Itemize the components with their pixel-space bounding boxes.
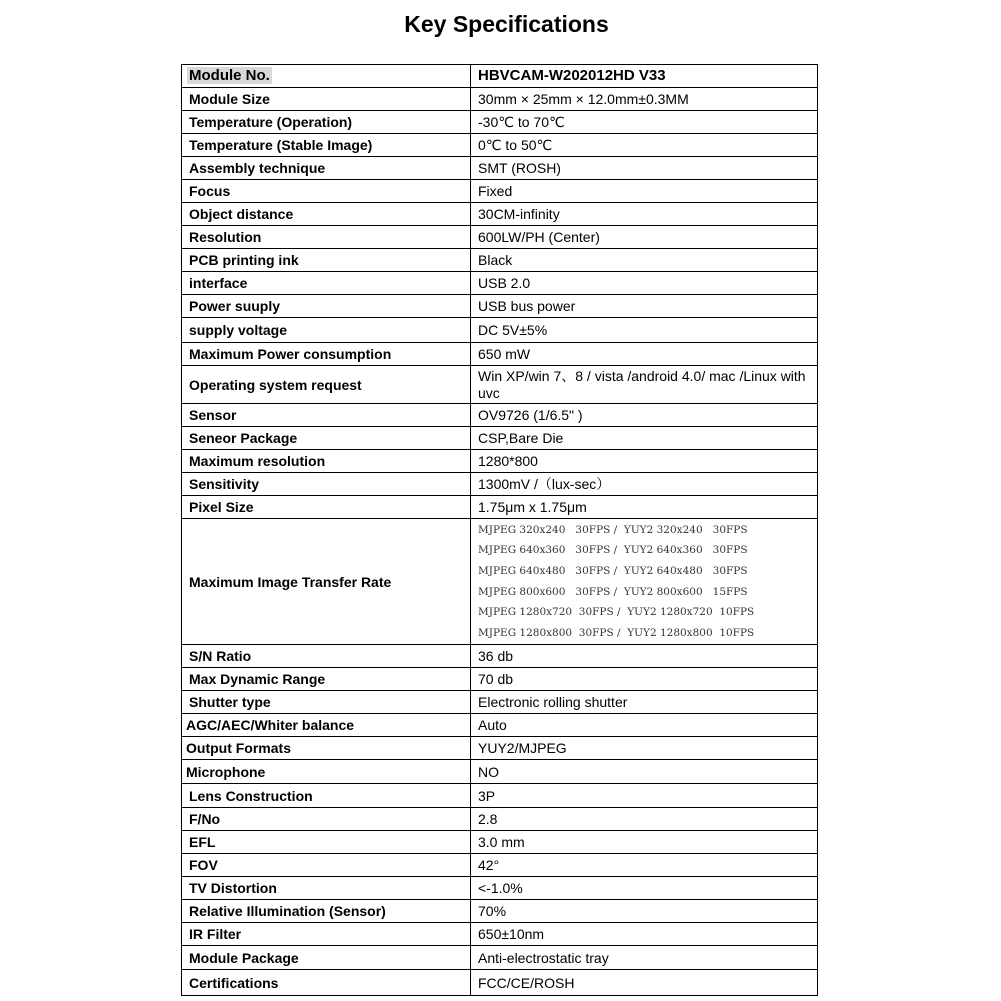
spec-row	[182, 760, 818, 784]
spec-row	[182, 970, 818, 996]
spec-value: 70 db	[471, 668, 818, 691]
transfer-rate-line: MJPEG 800x600 30FPS / YUY2 800x600 15FPS	[478, 585, 748, 598]
spec-label: Shutter type	[182, 691, 471, 714]
spec-label: AGC/AEC/Whiter balance	[182, 714, 471, 737]
spec-label-cell	[182, 65, 471, 88]
spec-value: YUY2/MJPEG	[471, 737, 818, 760]
spec-row	[182, 404, 818, 427]
spec-label: TV Distortion	[182, 877, 471, 900]
spec-value: Anti-electrostatic tray	[471, 946, 818, 970]
spec-row	[182, 854, 818, 877]
spec-value: 650±10nm	[471, 923, 818, 946]
spec-label: Module Size	[182, 88, 471, 111]
spec-label: Output Formats	[182, 737, 471, 760]
spec-value: 1.75μm x 1.75μm	[471, 496, 818, 519]
spec-row	[182, 249, 818, 272]
spec-value: Auto	[471, 714, 818, 737]
spec-label: EFL	[182, 831, 471, 854]
spec-label: Microphone	[182, 760, 471, 784]
spec-row	[182, 808, 818, 831]
spec-label: F/No	[182, 808, 471, 831]
spec-label: PCB printing ink	[182, 249, 471, 272]
spec-value: 650 mW	[471, 343, 818, 366]
spec-label: Lens Construction	[182, 784, 471, 808]
spec-label: Operating system request	[182, 366, 471, 404]
transfer-rate-line: MJPEG 640x360 30FPS / YUY2 640x360 30FPS	[478, 544, 748, 557]
spec-row	[182, 134, 818, 157]
spec-value: Fixed	[471, 180, 818, 203]
spec-value: Electronic rolling shutter	[471, 691, 818, 714]
spec-label: Sensitivity	[182, 473, 471, 496]
spec-row	[182, 88, 818, 111]
spec-label: Temperature (Stable Image)	[182, 134, 471, 157]
spec-row	[182, 831, 818, 854]
spec-row	[182, 645, 818, 668]
spec-row	[182, 157, 818, 180]
spec-row	[182, 111, 818, 134]
spec-row	[182, 519, 818, 645]
spec-label: Module Package	[182, 946, 471, 970]
page-title: Key Specifications	[404, 11, 609, 37]
spec-row	[182, 343, 818, 366]
spec-row	[182, 473, 818, 496]
spec-value: CSP,Bare Die	[471, 427, 818, 450]
transfer-rate-line: MJPEG 1280x800 30FPS / YUY2 1280x800 10FPS	[478, 626, 755, 639]
spec-value: 0℃ to 50℃	[471, 134, 818, 157]
spec-label: Module No.	[189, 67, 270, 84]
spec-row	[182, 272, 818, 295]
spec-label: Max Dynamic Range	[182, 668, 471, 691]
spec-row	[182, 691, 818, 714]
spec-row	[182, 226, 818, 249]
spec-row	[182, 318, 818, 343]
spec-label: Power suuply	[182, 295, 471, 318]
spec-value: 1300mV /（lux-sec）	[471, 473, 818, 496]
spec-label: Seneor Package	[182, 427, 471, 450]
spec-value: USB bus power	[471, 295, 818, 318]
spec-value: OV9726 (1/6.5" )	[471, 404, 818, 427]
spec-label: supply voltage	[182, 318, 471, 343]
spec-value: USB 2.0	[471, 272, 818, 295]
spec-row	[182, 668, 818, 691]
spec-value: 600LW/PH (Center)	[471, 226, 818, 249]
spec-row	[182, 877, 818, 900]
spec-value: HBVCAM-W202012HD V33	[471, 65, 818, 88]
spec-value: Win XP/win 7、8 / vista /android 4.0/ mac /Linux with uvc	[471, 366, 818, 404]
spec-value: 36 db	[471, 645, 818, 668]
spec-value: 2.8	[471, 808, 818, 831]
spec-value: FCC/CE/ROSH	[471, 970, 818, 996]
spec-value: 70%	[471, 900, 818, 923]
spec-row	[182, 450, 818, 473]
spec-value: -30℃ to 70℃	[471, 111, 818, 134]
transfer-rate-line: MJPEG 640x480 30FPS / YUY2 640x480 30FPS	[478, 564, 748, 577]
spec-value: 30mm × 25mm × 12.0mm±0.3MM	[471, 88, 818, 111]
spec-row	[182, 496, 818, 519]
spec-label: Certifications	[182, 970, 471, 996]
transfer-rate-cell	[471, 519, 818, 645]
spec-label: Pixel Size	[182, 496, 471, 519]
spec-label: IR Filter	[182, 923, 471, 946]
spec-value: Black	[471, 249, 818, 272]
spec-label: Maximum resolution	[182, 450, 471, 473]
spec-row	[182, 923, 818, 946]
spec-value: SMT (ROSH)	[471, 157, 818, 180]
spec-label: Maximum Power consumption	[182, 343, 471, 366]
spec-label: Focus	[182, 180, 471, 203]
spec-row	[182, 203, 818, 226]
spec-value: 3P	[471, 784, 818, 808]
spec-row	[182, 65, 818, 88]
spec-row	[182, 946, 818, 970]
spec-row	[182, 295, 818, 318]
spec-row	[182, 737, 818, 760]
spec-value: 42°	[471, 854, 818, 877]
spec-label: S/N Ratio	[182, 645, 471, 668]
transfer-rate-line: MJPEG 1280x720 30FPS / YUY2 1280x720 10FPS	[478, 606, 755, 619]
spec-label: Temperature (Operation)	[182, 111, 471, 134]
spec-label: Maximum Image Transfer Rate	[182, 519, 471, 645]
spec-row	[182, 900, 818, 923]
spec-label: Relative Illumination (Sensor)	[182, 900, 471, 923]
spec-value: 3.0 mm	[471, 831, 818, 854]
spec-value: NO	[471, 760, 818, 784]
spec-label: Sensor	[182, 404, 471, 427]
spec-row	[182, 784, 818, 808]
spec-label: Assembly technique	[182, 157, 471, 180]
spec-row	[182, 427, 818, 450]
spec-table	[181, 64, 818, 996]
spec-value: <-1.0%	[471, 877, 818, 900]
spec-value: 30CM-infinity	[471, 203, 818, 226]
spec-row	[182, 366, 818, 404]
spec-label: FOV	[182, 854, 471, 877]
spec-row	[182, 180, 818, 203]
spec-label: Object distance	[182, 203, 471, 226]
spec-value: 1280*800	[471, 450, 818, 473]
transfer-rate-line: MJPEG 320x240 30FPS / YUY2 320x240 30FPS	[478, 523, 748, 536]
spec-row	[182, 714, 818, 737]
spec-label: Resolution	[182, 226, 471, 249]
spec-value: DC 5V±5%	[471, 318, 818, 343]
spec-label: interface	[182, 272, 471, 295]
